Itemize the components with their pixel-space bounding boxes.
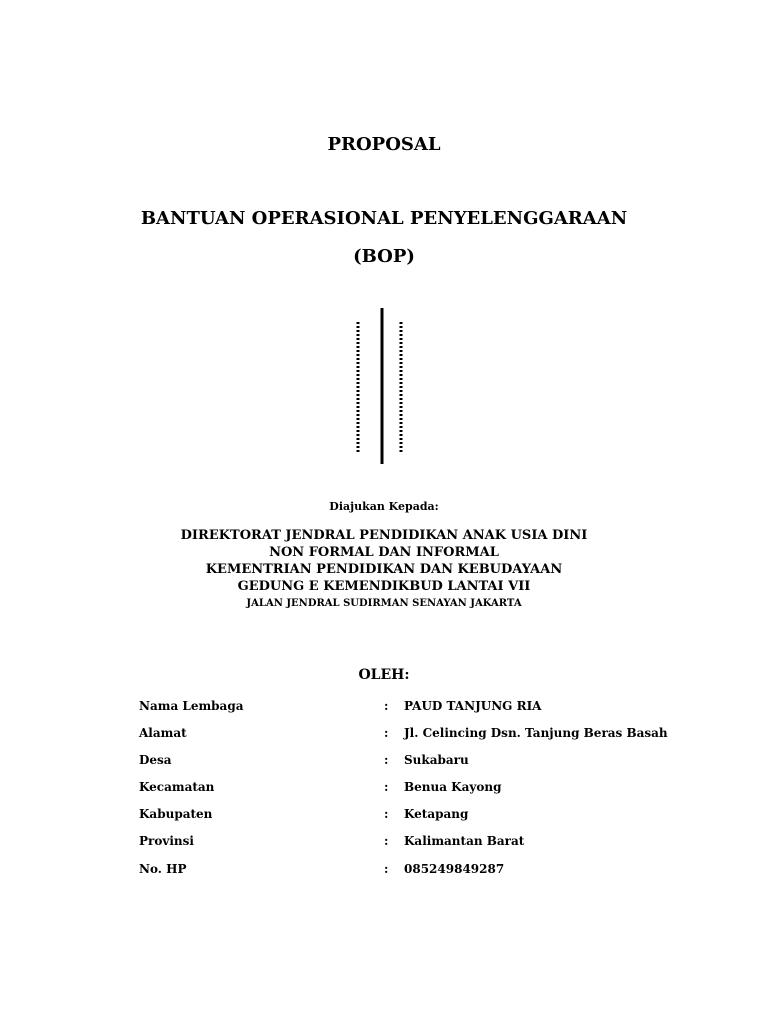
detail-row-phone <box>0 862 768 878</box>
detail-row-regency <box>0 807 768 823</box>
detail-separator: : <box>384 753 389 767</box>
detail-value: PAUD TANJUNG RIA <box>404 699 542 713</box>
document-title: PROPOSAL <box>327 134 441 155</box>
detail-separator: : <box>384 834 389 848</box>
detail-row-village <box>0 753 768 769</box>
recipient-line-4: GEDUNG E KEMENDIKBUD LANTAI VII <box>237 579 531 594</box>
detail-label: Alamat <box>139 726 187 740</box>
detail-separator: : <box>384 807 389 821</box>
detail-separator: : <box>384 780 389 794</box>
detail-row-province <box>0 834 768 850</box>
recipient-line-1: DIREKTORAT JENDRAL PENDIDIKAN ANAK USIA DINI <box>180 528 588 543</box>
recipient-line-5: JALAN JENDRAL SUDIRMAN SENAYAN JAKARTA <box>246 598 522 609</box>
subtitle-line-1: BANTUAN OPERASIONAL PENYELENGGARAAN <box>140 208 628 229</box>
recipient-line-3: KEMENTRIAN PENDIDIKAN DAN KEBUDAYAAN <box>205 562 563 577</box>
detail-separator: : <box>384 862 389 876</box>
detail-value: Sukabaru <box>404 753 469 767</box>
recipient-line-2: NON FORMAL DAN INFORMAL <box>269 545 499 560</box>
decorative-divider-lines <box>354 306 406 466</box>
detail-label: No. HP <box>139 862 187 876</box>
detail-label: Desa <box>139 753 172 767</box>
detail-value: Benua Kayong <box>404 780 502 794</box>
detail-label: Nama Lembaga <box>139 699 244 713</box>
detail-row-district <box>0 780 768 796</box>
submitted-to-label: Diajukan Kepada: <box>329 500 439 513</box>
detail-separator: : <box>384 726 389 740</box>
subtitle-line-2: (BOP) <box>353 246 415 267</box>
detail-row-institution <box>0 699 768 715</box>
detail-row-address <box>0 726 768 742</box>
detail-label: Kabupaten <box>139 807 213 821</box>
by-label: OLEH: <box>358 667 410 683</box>
detail-value: 085249849287 <box>404 862 505 876</box>
detail-separator: : <box>384 699 389 713</box>
detail-label: Provinsi <box>139 834 194 848</box>
detail-label: Kecamatan <box>139 780 215 794</box>
detail-value: Ketapang <box>404 807 469 821</box>
detail-value: Kalimantan Barat <box>404 834 525 848</box>
detail-value: Jl. Celincing Dsn. Tanjung Beras Basah <box>404 726 668 740</box>
